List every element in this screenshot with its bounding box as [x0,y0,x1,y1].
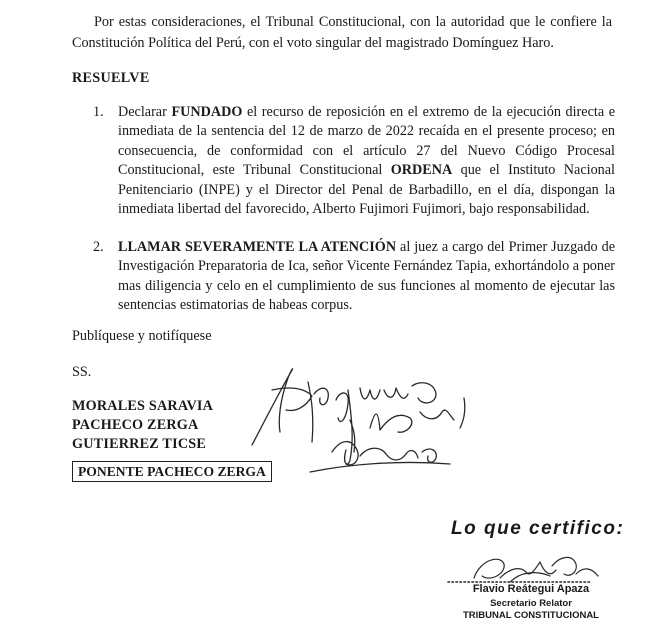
magistrates-signatures [250,360,480,485]
item-bold-llamar: LLAMAR SEVERAMENTE LA ATENCIÓN [118,239,397,255]
magistrado-name: MORALES SARAVIA [72,398,214,414]
item-number: 1. [93,104,104,120]
resuelve-heading: RESUELVE [72,70,150,86]
resolution-item-2 [93,238,615,316]
ss-line: SS. [72,364,92,380]
item-text: el recurso de reposición en el extremo de la ejecución directa e inmediata de la sentencia del 12 de marzo de 2022 recaída en el presente proceso; en consecuencia, de conformidad con el artículo 27 del Nuevo Código Procesal Constitucional, este Tribunal Constitucional [118,104,616,179]
item-text: al juez a cargo del Primer Juzgado de Investigación Preparatoria de Ica, señor Vicente Fernández Tapia, exhortándolo a poner mas diligencia y celo en el cumplimiento de sus funciones al momento de ejecutar las sentencias estimatorias de habeas corpus. [118,239,616,314]
item-text: que el Instituto Nacional Penitenciario (INPE) y el Director del Penal de Barbadillo, en el día, dispongan la inmediata libertad del favorecido, Alberto Fujimori Fujimori, bajo responsabilidad. [118,162,615,218]
item-body [118,103,615,219]
item-bold-ordena: ORDENA [390,162,453,179]
item-text: Declarar [118,104,172,120]
magistrado-name: GUTIERREZ TICSE [72,436,207,452]
secretary-name: Flavio Reátegui Apaza [472,583,590,595]
intro-paragraph: Por estas consideraciones, el Tribunal Constitucional, con la autoridad que le confiere la Constitución Política del Perú, con el voto singular del magistrado Domínguez Haro. [72,14,612,51]
item-bold-fundado: FUNDADO [171,104,243,120]
secretary-institution: TRIBUNAL CONSTITUCIONAL [463,610,599,621]
certifico-heading: Lo que certifico: [451,518,625,539]
magistrado-name: PACHECO ZERGA [72,417,199,433]
item-body [118,238,615,316]
item-number: 2. [93,239,104,255]
ponente-box: PONENTE PACHECO ZERGA [72,461,272,482]
resolution-item-1 [93,103,615,219]
secretary-role: Secretario Relator [490,598,572,609]
publiquese-line: Publíquese y notifíquese [72,328,212,344]
